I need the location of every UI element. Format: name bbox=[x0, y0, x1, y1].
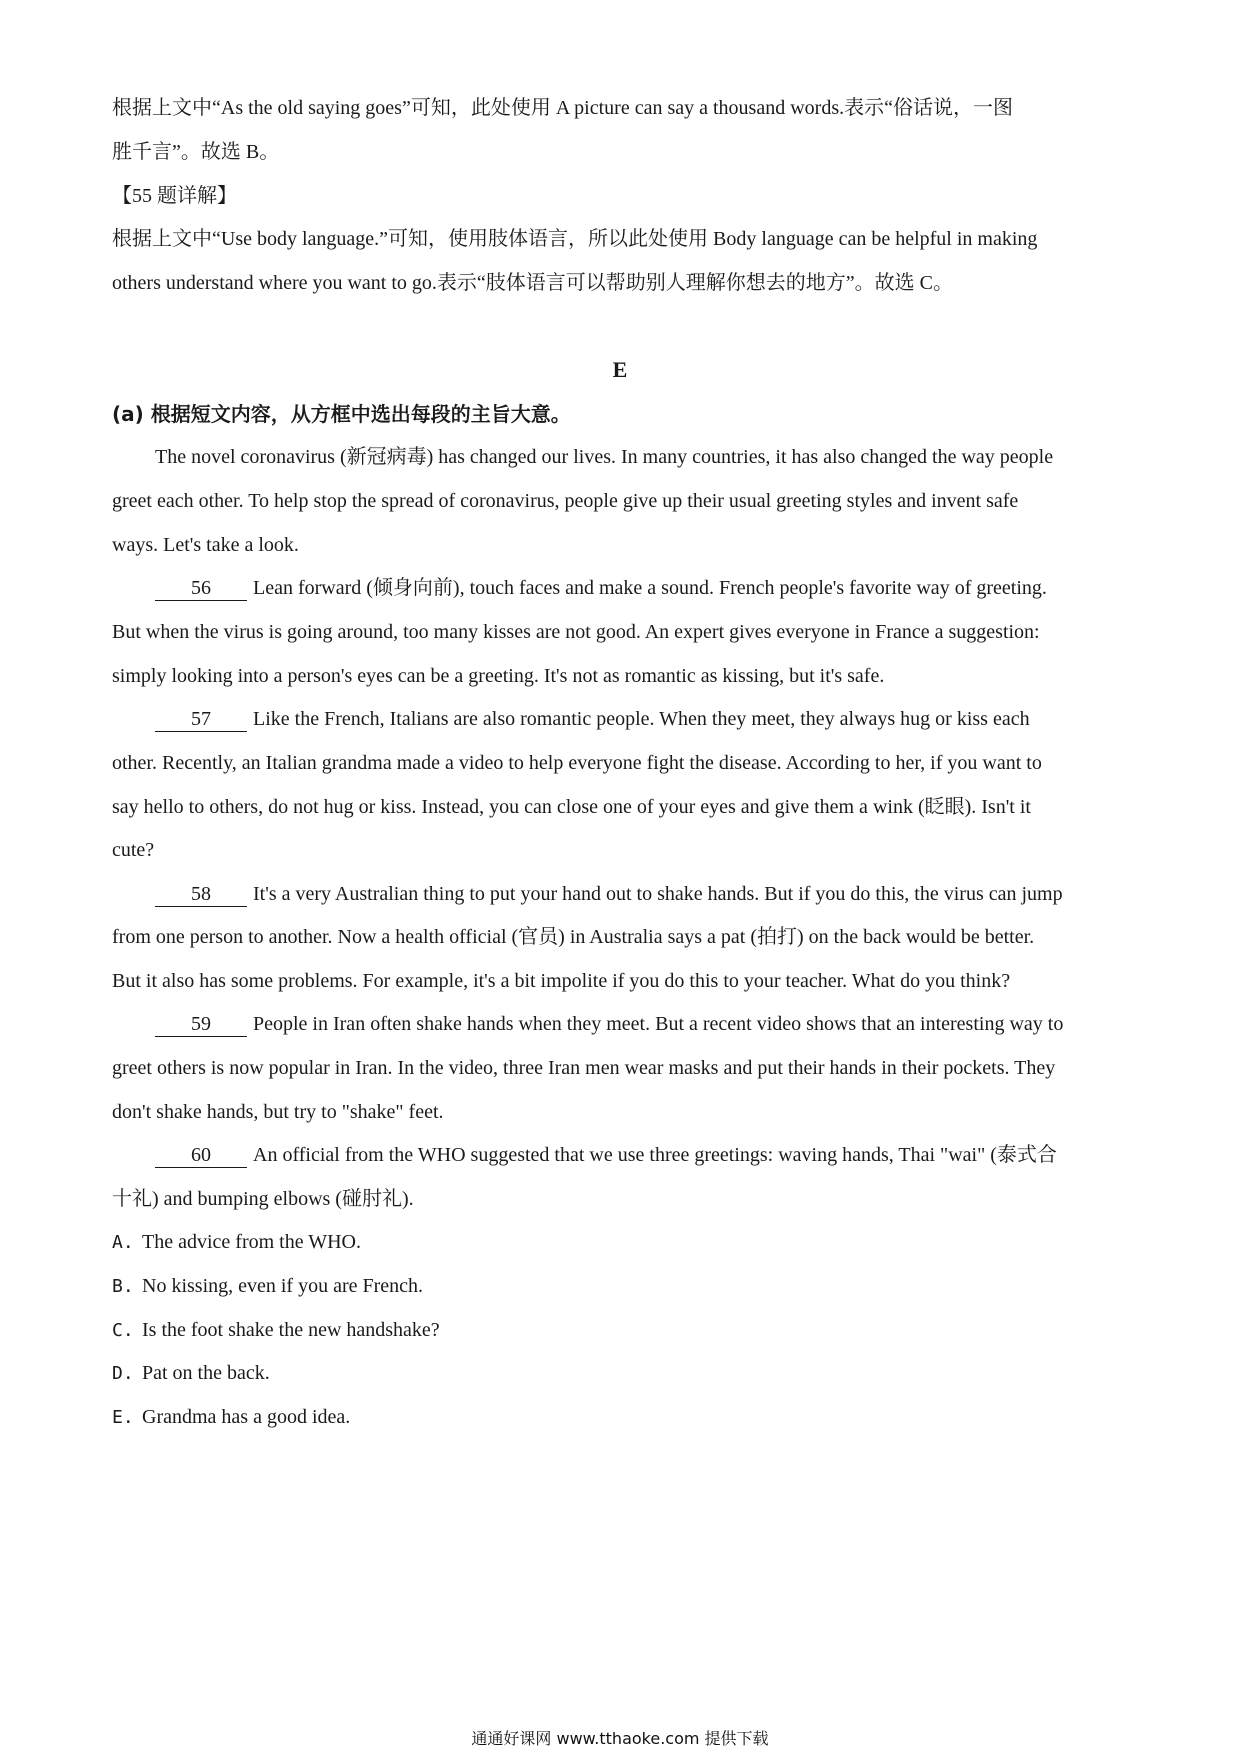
paragraph-57-line: other. Recently, an Italian grandma made a video to help everyone fight the disease. According to her, if you want to bbox=[112, 752, 1042, 774]
paragraph-text: People in Iran often shake hands when they meet. But a recent video shows that an interesting way to bbox=[253, 1013, 1064, 1035]
intro-line: greet each other. To help stop the spread of coronavirus, people give up their usual greeting styles and invent safe bbox=[112, 490, 1019, 512]
explanation-line: 根据上文中“As the old saying goes”可知，此处使用 A picture can say a thousand words.表示“俗话说，一图 bbox=[112, 97, 1013, 119]
paragraph-59-line bbox=[155, 1010, 1175, 1038]
paragraph-58-line: But it also has some problems. For example, it's a bit impolite if you do this to your teacher. What do you think? bbox=[112, 970, 1011, 992]
option-a bbox=[112, 1228, 1132, 1257]
answer-blank[interactable]: 60 bbox=[155, 1143, 247, 1168]
paragraph-57-line: cute? bbox=[112, 839, 155, 861]
paragraph-58-line bbox=[155, 880, 1175, 908]
paragraph-58-line: from one person to another. Now a health official (官员) in Australia says a pat (拍打) on the back would be better. bbox=[112, 926, 1035, 948]
option-b bbox=[112, 1272, 1132, 1301]
question-55-explanation-line: others understand where you want to go.表示“肢体语言可以帮助别人理解你想去的地方”。故选 C。 bbox=[112, 272, 954, 294]
answer-blank[interactable]: 56 bbox=[155, 576, 247, 601]
page-footer: 通通好课网 www.tthaoke.com 提供下载 bbox=[471, 1729, 769, 1748]
option-e bbox=[112, 1403, 1132, 1432]
paragraph-59-line: greet others is now popular in Iran. In the video, three Iran men wear masks and put their hands in their pockets. They bbox=[112, 1057, 1056, 1079]
option-text: Grandma has a good idea. bbox=[142, 1406, 351, 1428]
option-letter: A. bbox=[112, 1232, 134, 1253]
paragraph-56-line: simply looking into a person's eyes can be a greeting. It's not as romantic as kissing, but it's safe. bbox=[112, 665, 885, 687]
paragraph-59-line: don't shake hands, but try to "shake" feet. bbox=[112, 1101, 444, 1123]
section-instruction: (a) 根据短文内容，从方框中选出每段的主旨大意。 bbox=[112, 402, 571, 426]
paragraph-text: Like the French, Italians are also romantic people. When they meet, they always hug or kiss each bbox=[253, 708, 1030, 730]
paragraph-56-line bbox=[155, 574, 1175, 602]
explanation-line: 胜千言”。故选 B。 bbox=[112, 141, 280, 163]
option-text: The advice from the WHO. bbox=[142, 1231, 361, 1253]
paragraph-60-line: 十礼) and bumping elbows (碰肘礼). bbox=[112, 1188, 414, 1210]
question-55-explanation-line: 根据上文中“Use body language.”可知，使用肢体语言，所以此处使用 Body language can be helpful in making bbox=[112, 228, 1038, 250]
paragraph-56-line: But when the virus is going around, too many kisses are not good. An expert gives everyone in France a suggestion: bbox=[112, 621, 1040, 643]
paragraph-text: It's a very Australian thing to put your hand out to shake hands. But if you do this, the virus can jump bbox=[253, 883, 1063, 905]
answer-blank[interactable]: 57 bbox=[155, 707, 247, 732]
question-55-heading: 【55 题详解】 bbox=[112, 185, 237, 207]
answer-blank[interactable]: 59 bbox=[155, 1012, 247, 1037]
option-letter: D. bbox=[112, 1363, 134, 1384]
intro-line: ways. Let's take a look. bbox=[112, 534, 299, 556]
paragraph-text: An official from the WHO suggested that we use three greetings: waving hands, Thai "wai" (泰式合 bbox=[253, 1144, 1057, 1166]
paragraph-text: Lean forward (倾身向前), touch faces and make a sound. French people's favorite way of greeting. bbox=[253, 577, 1047, 599]
option-text: Pat on the back. bbox=[142, 1362, 270, 1384]
option-c bbox=[112, 1316, 1132, 1345]
paragraph-57-line: say hello to others, do not hug or kiss. Instead, you can close one of your eyes and give them a wink (眨眼). Isn't it bbox=[112, 796, 1031, 818]
option-text: No kissing, even if you are French. bbox=[142, 1275, 424, 1297]
option-d bbox=[112, 1359, 1132, 1388]
option-text: Is the foot shake the new handshake? bbox=[142, 1319, 440, 1341]
answer-blank[interactable]: 58 bbox=[155, 882, 247, 907]
section-title: E bbox=[612, 357, 628, 382]
intro-line: The novel coronavirus (新冠病毒) has changed our lives. In many countries, it has also changed the way people bbox=[155, 446, 1054, 468]
option-letter: B. bbox=[112, 1276, 134, 1297]
paragraph-60-line bbox=[155, 1141, 1175, 1169]
option-letter: C. bbox=[112, 1320, 134, 1341]
option-letter: E. bbox=[112, 1407, 134, 1428]
paragraph-57-line bbox=[155, 705, 1175, 733]
